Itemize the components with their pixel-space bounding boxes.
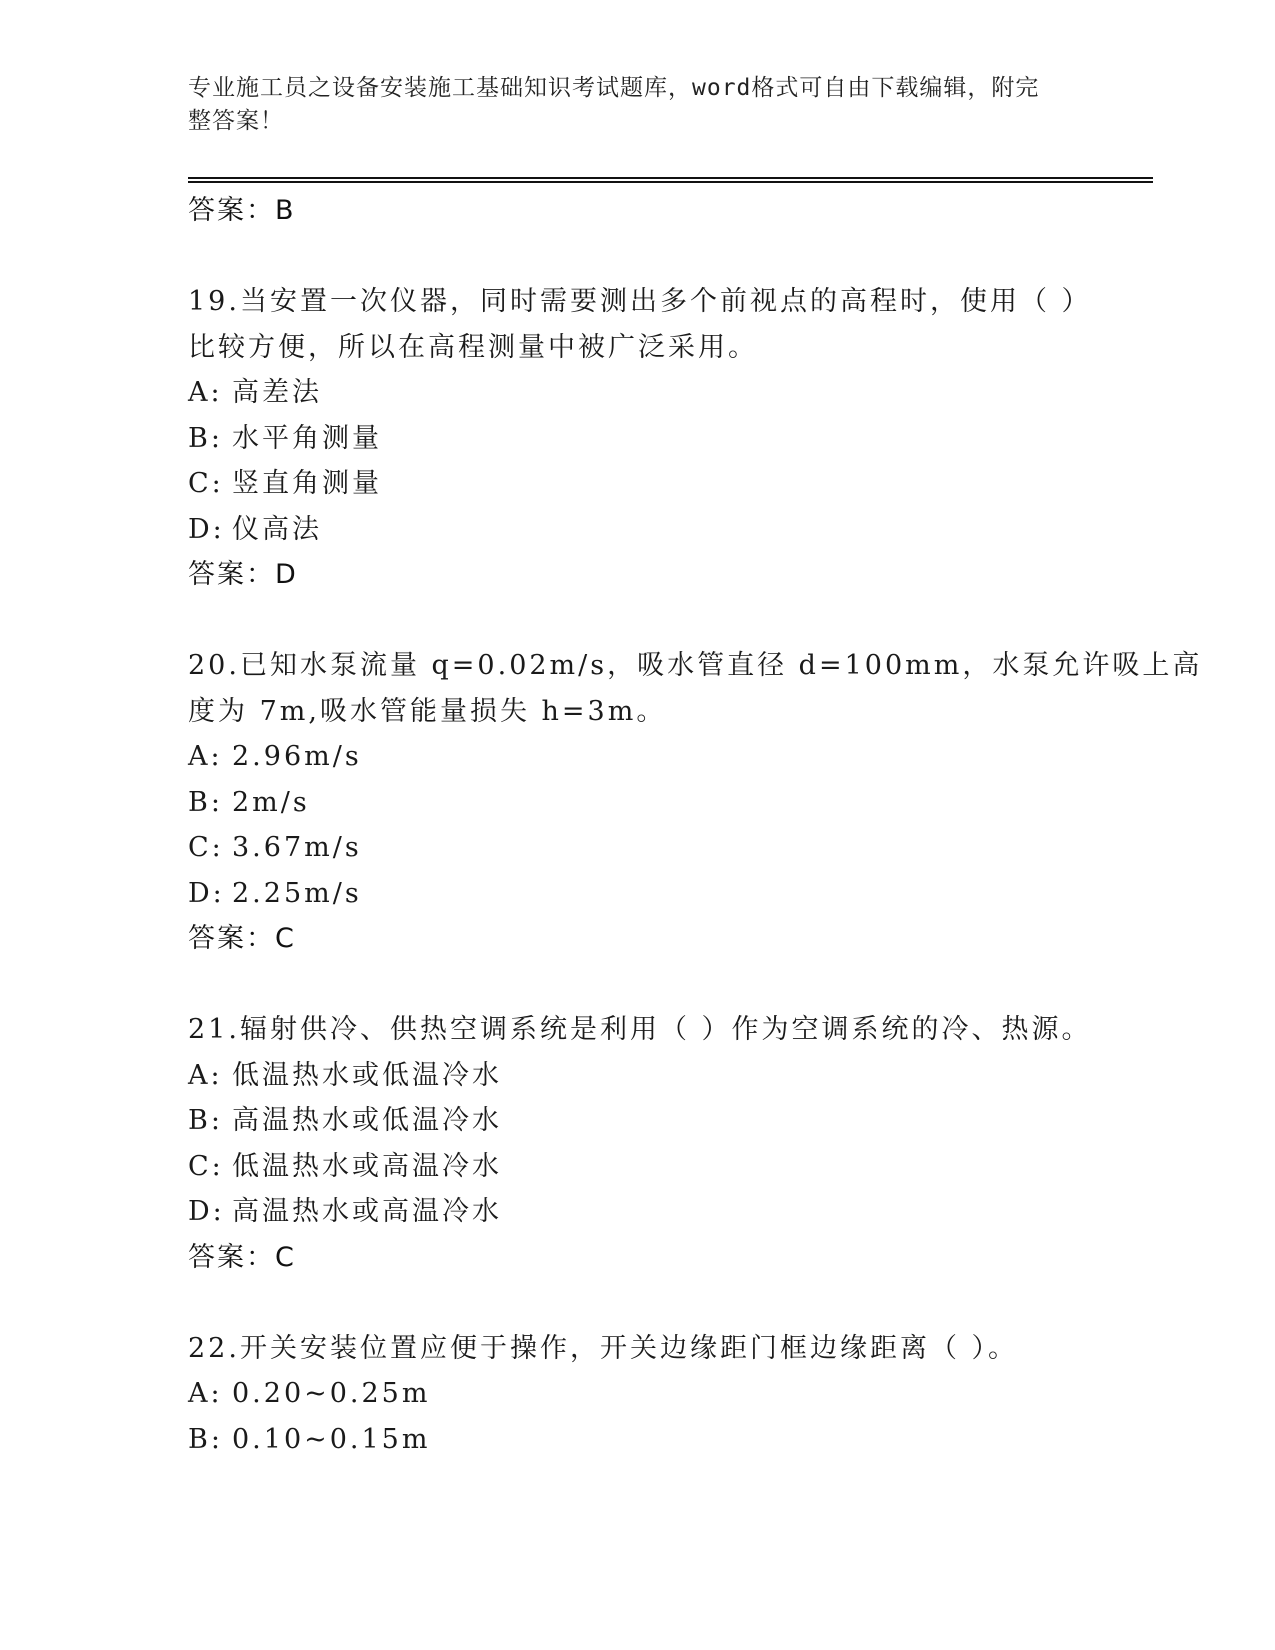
option-text: 低温热水或高温冷水 — [232, 1150, 502, 1182]
answer-line: 答案：C — [188, 1241, 296, 1273]
option-key: B: — [188, 1105, 223, 1136]
question-block — [188, 643, 1203, 962]
option-c — [188, 825, 1153, 871]
option-b — [188, 1098, 1153, 1144]
option-key: B: — [188, 422, 223, 454]
option-key: C: — [188, 468, 224, 499]
answer-line: 答案：D — [188, 559, 298, 590]
option-text: 水平角测量 — [232, 422, 382, 454]
option-text: 0.20~0.25m — [232, 1378, 431, 1409]
option-d — [188, 1189, 1153, 1235]
spacer — [188, 1280, 1153, 1326]
spacer — [188, 598, 1153, 644]
option-b — [188, 416, 1153, 462]
option-text: 2m/s — [232, 786, 310, 818]
option-b — [188, 1417, 1153, 1463]
option-text: 仪高法 — [232, 513, 322, 545]
option-key: A: — [188, 1378, 223, 1409]
header-line-1: 专业施工员之设备安装施工基础知识考试题库，word格式可自由下载编辑，附完 — [188, 75, 1040, 101]
header-rule-top — [188, 177, 1153, 179]
question-block — [188, 279, 1153, 598]
option-key: D: — [188, 1196, 225, 1227]
question-block — [188, 1007, 1153, 1280]
option-d — [188, 507, 1153, 553]
question-stem: 比较方便，所以在高程测量中被广泛采用。 — [188, 331, 758, 363]
option-key: B: — [188, 786, 223, 818]
option-text: 高温热水或高温冷水 — [232, 1196, 502, 1227]
question-stem: 度为 7m,吸水管能量损失 h=3m。 — [188, 695, 667, 727]
question-stem: 20.已知水泵流量 q=0.02m/s，吸水管直径 d=100mm，水泵允许吸上高 — [188, 650, 1203, 681]
option-text: 2.25m/s — [232, 877, 362, 909]
header-line-2: 整答案！ — [188, 108, 284, 134]
option-text: 0.10~0.15m — [232, 1423, 431, 1455]
option-key: B: — [188, 1423, 223, 1455]
option-c — [188, 461, 1153, 507]
option-key: A: — [188, 377, 223, 408]
question-stem: 21.辐射供冷、供热空调系统是利用（ ）作为空调系统的冷、热源。 — [188, 1014, 1092, 1045]
option-a — [188, 1371, 1153, 1417]
option-key: A: — [188, 741, 223, 772]
option-b — [188, 780, 1153, 826]
spacer — [188, 962, 1153, 1008]
option-key: C: — [188, 832, 224, 863]
question-block — [188, 1326, 1153, 1463]
option-key: A: — [188, 1059, 223, 1091]
answer-line: 答案：C — [188, 923, 296, 954]
option-text: 高温热水或低温冷水 — [232, 1105, 502, 1136]
option-text: 高差法 — [232, 377, 322, 408]
option-key: C: — [188, 1150, 224, 1182]
option-d — [188, 871, 1153, 917]
option-text: 低温热水或低温冷水 — [232, 1059, 502, 1091]
option-text: 3.67m/s — [232, 832, 362, 863]
header-rule-bottom — [188, 181, 1153, 183]
option-c — [188, 1144, 1153, 1190]
question-stem: 22.开关安装位置应便于操作，开关边缘距门框边缘距离（ ）。 — [188, 1332, 1019, 1364]
option-a — [188, 370, 1153, 416]
option-key: D: — [188, 877, 225, 909]
option-a — [188, 734, 1153, 780]
answer-line: 答案：B — [188, 195, 296, 226]
option-text: 2.96m/s — [232, 741, 362, 772]
option-text: 竖直角测量 — [232, 468, 382, 499]
option-key: D: — [188, 513, 225, 545]
question-stem: 19.当安置一次仪器，同时需要测出多个前视点的高程时，使用（ ） — [188, 286, 1092, 317]
document-header — [188, 72, 1088, 138]
option-a — [188, 1053, 1153, 1099]
question-list — [188, 188, 1203, 1462]
spacer — [188, 234, 1153, 280]
